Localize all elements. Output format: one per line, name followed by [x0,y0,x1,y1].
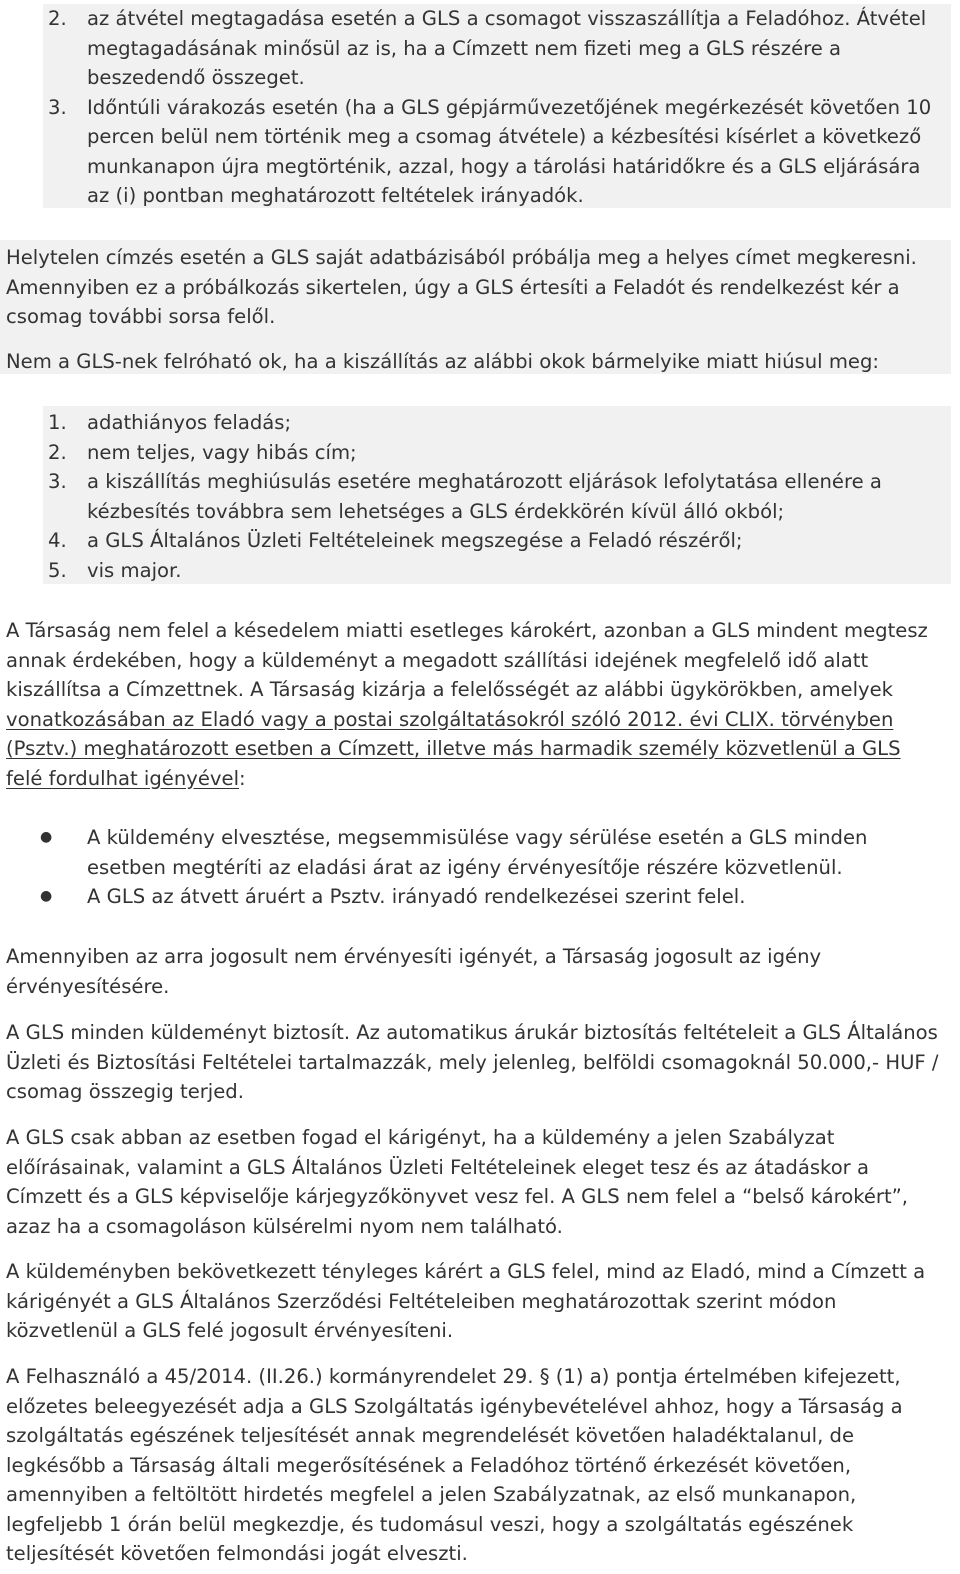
paragraph-damage-claim: A GLS csak abban az esetben fogad el kárigényt, ha a küldemény a jelen Szabályzat előírásainak, valamint a GLS Általános Üzleti Feltételeinek eleget tesz és az átadáskor a Címzett és a GLS képviselője kárjegyzőkönyvet vesz fel. A GLS nem felel a “belső károkért”, azaz ha a csomagoláson külsérelmi nyom nem található. [6,1126,909,1238]
list-text: nem teljes, vagy hibás cím; [87,440,357,464]
list-text: Időntúli várakozás esetén (ha a GLS gépjárművezetőjének megérkezését követően 10 percen belül nem történik meg a csomag átvétele) a kézbesítési kísérlet a következő munkanapon újra megtörténik, azzal, hogy a tárolási határidőkre és a GLS eljárására az (i) pontban meghatározott feltételek irányadók. [87,95,932,207]
list-item [0,4,940,93]
list-item [0,526,940,556]
list-number: 2. [48,440,67,464]
list-item [0,467,940,526]
list-text: az átvétel megtagadása esetén a GLS a csomagot visszaszállítja a Feladóhoz. Átvétel megtagadásának minősül az is, ha a Címzett nem fizeti meg a GLS részére a beszedendő összeget. [87,7,927,89]
list-item [0,882,940,912]
paragraph-address: Helytelen címzés esetén a GLS saját adatbázisából próbálja meg a helyes címet megkeresni. Amennyiben ez a próbálkozás sikertelen, úgy a GLS értesíti a Feladót és rendelkezést kér a csomag további sorsa felől. [6,246,917,328]
list-item [0,93,940,211]
paragraph-not-gls: Nem a GLS-nek felróható ok, ha a kiszállítás az alábbi okok bármelyike miatt hiúsul meg: [6,350,880,373]
list-text: adathiányos feladás; [87,411,292,434]
reasons-list [0,408,940,585]
paragraph-decree: A Felhasználó a 45/2014. (II.26.) kormányrendelet 29. § (1) a) pontja értelmében kifejezett, előzetes beleegyezését adja a GLS Szolgáltatás igénybevételével ahhoz, hogy a Társaság a szolgáltatás egészének teljesítését annak megrendelését követően haladéktalanul, de legkésőbb a Társaság általi megerősítésének a Feladóhoz történő érkezését követően, amennyiben a feltöltött hirdetés megfelel a jelen Szabályzatnak, az első munkanapon, legfeljebb 1 órán belül megkezdje, és tudomásul veszi, hogy a szolgáltatás egészének teljesítését követően felmondási jogát elveszti. [6,1365,903,1565]
list-number: 4. [48,529,67,552]
list-text: A küldemény elvesztése, megsemmisülése vagy sérülése esetén a GLS minden esetben megtéríti az eladási árat az igény érvényesítője részére közvetlenül. [87,826,868,879]
paragraph-text: A Társaság nem felel a késedelem miatti esetleges károkért, azonban a GLS mindent megtesz annak érdekében, hogy a küldeményt a megadott szállítási idejének megfelelő idő alatt kiszállítsa a Címzettnek. A Társaság kizárja a felelősségét az alábbi ügykörökben, amelyek [6,619,928,701]
paragraph-text: : [239,766,246,790]
bullet-list [0,823,940,912]
bullet-icon: ● [40,888,53,904]
top-numbered-list-items [0,4,940,211]
list-number: 2. [48,7,67,30]
list-text: a kiszállítás meghiúsulás esetére meghatározott eljárások lefolytatása ellenére a kézbesítés továbbra sem lehetséges a GLS érdekkörén kívül álló okból; [87,470,882,523]
paragraph-company-liability [6,616,936,793]
list-item [0,438,940,468]
list-number: 3. [48,95,67,119]
list-number: 3. [48,470,67,493]
paragraph-claim: Amennyiben az arra jogosult nem érvényesíti igényét, a Társaság jogosult az igény érvényesítésére. [6,945,822,998]
list-item [0,408,940,438]
list-text: vis major. [87,558,182,582]
paragraph-actual-damage: A küldeményben bekövetkezett tényleges kárért a GLS felel, mind az Eladó, mind a Címzett a kárigényét a GLS Általános Szerződési Feltételeiben meghatározottak szerint módon közvetlenül a GLS felé jogosult érvényesíteni. [6,1260,926,1342]
paragraph-insurance: A GLS minden küldeményt biztosít. Az automatikus árukár biztosítás feltételeit a GLS Általános Üzleti és Biztosítási Feltételei tartalmazzák, mely jelenleg, belföldi csomagoknál 50.000,- HUF / csomag összegig terjed. [6,1021,939,1103]
underlined-text: vonatkozásában az Eladó vagy a postai szolgáltatásokról szóló 2012. évi CLIX. törvényben (Psztv.) meghatározott esetben a Címzett, illetve más harmadik személy közvetlenül a GLS felé fordulhat igényével [6,707,901,790]
list-number: 1. [48,411,67,434]
list-item [0,556,940,586]
list-text: a GLS Általános Üzleti Feltételeinek megszegése a Feladó részéről; [87,529,743,552]
list-item [0,823,940,882]
list-number: 5. [48,558,67,582]
bullet-icon: ● [40,829,53,845]
list-text: A GLS az átvett áruért a Psztv. irányadó rendelkezései szerint felel. [87,885,746,908]
